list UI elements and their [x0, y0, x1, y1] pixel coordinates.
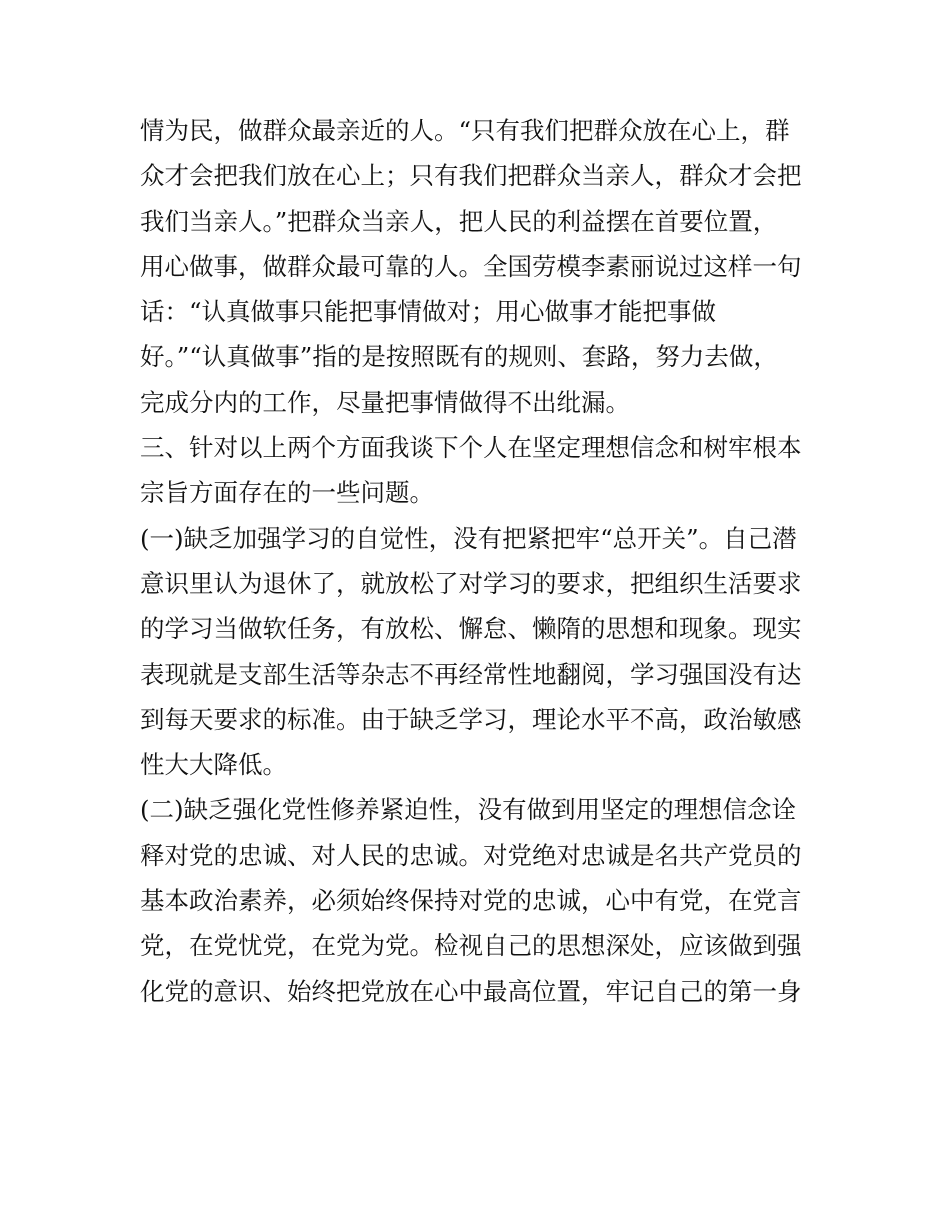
text-line: 话：“认真做事只能把事情做对；用心做事才能把事做: [140, 297, 717, 327]
text-line: 释对党的忠诚、对人民的忠诚。对党绝对忠诚是名共产党员的: [140, 840, 802, 870]
text-line: 我们当亲人。”把群众当亲人，把人民的利益摆在首要位置，: [140, 206, 778, 236]
text-line: 到每天要求的标准。由于缺乏学习，理论水平不高，政治敏感: [140, 704, 802, 734]
text-line: 化党的意识、始终把党放在心中最高位置，牢记自己的第一身: [140, 976, 802, 1006]
section-heading-line: 宗旨方面存在的一些问题。: [140, 478, 434, 508]
section-heading-line: 三、针对以上两个方面我谈下个人在坚定理想信念和树牢根本: [140, 433, 802, 463]
text-line: 众才会把我们放在心上；只有我们把群众当亲人，群众才会把: [140, 161, 802, 191]
body-text: [140, 108, 820, 1014]
subsection-line: (一)缺乏加强学习的自觉性，没有把紧把牢“总开关”。自己潜: [140, 523, 797, 553]
text-line: 表现就是支部生活等杂志不再经常性地翻阅，学习强国没有达: [140, 659, 802, 689]
text-line: 情为民，做群众最亲近的人。“只有我们把群众放在心上，群: [140, 116, 790, 145]
text-line: 完成分内的工作，尽量把事情做得不出纰漏。: [140, 387, 630, 417]
subsection-line: (二)缺乏强化党性修养紧迫性，没有做到用坚定的理想信念诠: [140, 795, 797, 825]
text-line: 用心做事，做群众最可靠的人。全国劳模李素丽说过这样一句: [140, 251, 802, 281]
text-line: 性大大降低。: [140, 750, 287, 780]
text-line: 基本政治素养，必须始终保持对党的忠诚，心中有党，在党言: [140, 886, 802, 916]
text-line: 的学习当做软任务，有放松、懈怠、懒隋的思想和现象。现实: [140, 614, 802, 644]
text-line: 党，在党忧党，在党为党。检视自己的思想深处，应该做到强: [140, 931, 802, 961]
text-line: 意识里认为退休了，就放松了对学习的要求，把组织生活要求: [140, 568, 802, 598]
text-line: 好。”“认真做事”指的是按照既有的规则、套路，努力去做，: [140, 342, 778, 372]
